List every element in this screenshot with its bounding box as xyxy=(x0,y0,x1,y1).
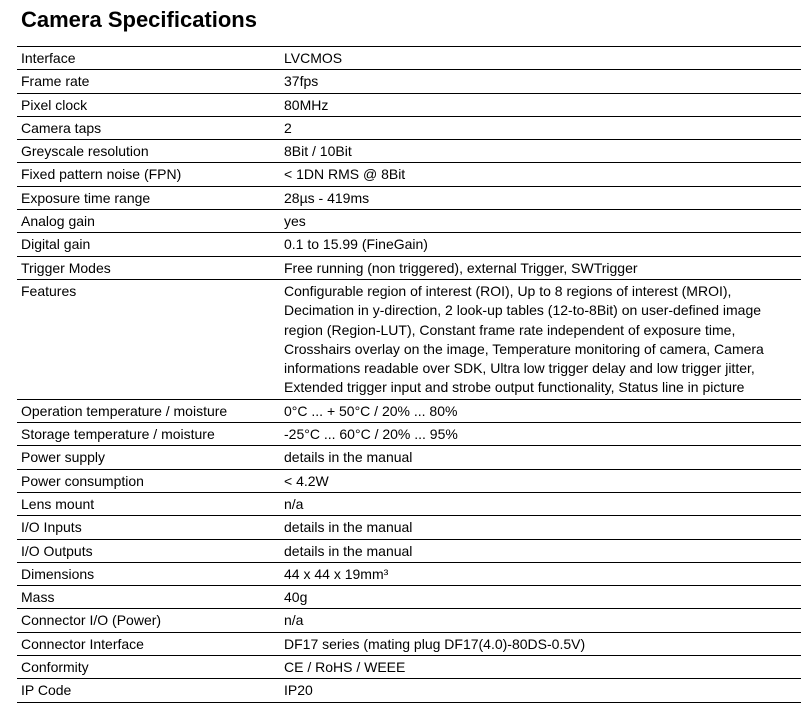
table-row xyxy=(17,539,801,562)
spec-label: Conformity xyxy=(17,656,280,679)
spec-label: Trigger Modes xyxy=(17,256,280,279)
spec-label: Fixed pattern noise (FPN) xyxy=(17,163,280,186)
spec-label: Greyscale resolution xyxy=(17,140,280,163)
spec-label: Storage temperature / moisture xyxy=(17,423,280,446)
table-row xyxy=(17,47,801,70)
spec-value: yes xyxy=(280,210,801,233)
spec-label: Power consumption xyxy=(17,469,280,492)
table-row xyxy=(17,679,801,702)
spec-label: Digital gain xyxy=(17,233,280,256)
spec-value: 2 xyxy=(280,116,801,139)
spec-label: Mass xyxy=(17,586,280,609)
table-row xyxy=(17,632,801,655)
spec-label: IP Code xyxy=(17,679,280,702)
spec-value: 80MHz xyxy=(280,93,801,116)
table-row xyxy=(17,70,801,93)
table-row xyxy=(17,163,801,186)
spec-value: 8Bit / 10Bit xyxy=(280,140,801,163)
spec-label: Pixel clock xyxy=(17,93,280,116)
table-row xyxy=(17,256,801,279)
spec-value: -25°C ... 60°C / 20% ... 95% xyxy=(280,423,801,446)
spec-label: Dimensions xyxy=(17,562,280,585)
spec-value: < 4.2W xyxy=(280,469,801,492)
table-row xyxy=(17,233,801,256)
spec-label: Operation temperature / moisture xyxy=(17,399,280,422)
spec-value: n/a xyxy=(280,492,801,515)
table-row xyxy=(17,399,801,422)
spec-value: 40g xyxy=(280,586,801,609)
spec-value: Configurable region of interest (ROI), Up to 8 regions of interest (MROI), Decimation in y-direction, 2 look-up tables (12-to-8Bit) on user-defined image region (Region-LUT), Constant frame rate independent of exposure time, Crosshairs overlay on the image, Temperature monitoring of camera, Camera informations readable over SDK, Ultra low trigger delay and low trigger jitter, Extended trigger input and strobe output functionality, Status line in picture xyxy=(280,279,801,399)
spec-label: I/O Outputs xyxy=(17,539,280,562)
spec-label: Analog gain xyxy=(17,210,280,233)
spec-label: Frame rate xyxy=(17,70,280,93)
table-row xyxy=(17,516,801,539)
spec-value: 44 x 44 x 19mm³ xyxy=(280,562,801,585)
spec-value: n/a xyxy=(280,609,801,632)
table-row xyxy=(17,116,801,139)
spec-value: 37fps xyxy=(280,70,801,93)
spec-value: DF17 series (mating plug DF17(4.0)-80DS-0.5V) xyxy=(280,632,801,655)
table-row xyxy=(17,656,801,679)
spec-value: IP20 xyxy=(280,679,801,702)
spec-value: details in the manual xyxy=(280,539,801,562)
spec-value: 0°C ... + 50°C / 20% ... 80% xyxy=(280,399,801,422)
spec-value: 0.1 to 15.99 (FineGain) xyxy=(280,233,801,256)
table-row xyxy=(17,469,801,492)
table-row xyxy=(17,210,801,233)
spec-label: Lens mount xyxy=(17,492,280,515)
page-title: Camera Specifications xyxy=(21,7,257,32)
spec-label: Connector I/O (Power) xyxy=(17,609,280,632)
spec-label: Power supply xyxy=(17,446,280,469)
spec-label: Exposure time range xyxy=(17,186,280,209)
table-row xyxy=(17,609,801,632)
table-row xyxy=(17,586,801,609)
table-row xyxy=(17,140,801,163)
spec-label: Camera taps xyxy=(17,116,280,139)
table-row xyxy=(17,279,801,399)
spec-label: Interface xyxy=(17,47,280,70)
spec-value: CE / RoHS / WEEE xyxy=(280,656,801,679)
spec-value: Free running (non triggered), external Trigger, SWTrigger xyxy=(280,256,801,279)
specifications-table xyxy=(17,46,801,703)
spec-label: Features xyxy=(17,279,280,399)
spec-label: Connector Interface xyxy=(17,632,280,655)
spec-label: I/O Inputs xyxy=(17,516,280,539)
table-row xyxy=(17,446,801,469)
spec-value: LVCMOS xyxy=(280,47,801,70)
spec-value: 28µs - 419ms xyxy=(280,186,801,209)
table-row xyxy=(17,93,801,116)
table-row xyxy=(17,492,801,515)
specifications-table-body xyxy=(17,47,801,703)
spec-value: < 1DN RMS @ 8Bit xyxy=(280,163,801,186)
spec-value: details in the manual xyxy=(280,446,801,469)
spec-value: details in the manual xyxy=(280,516,801,539)
table-row xyxy=(17,186,801,209)
table-row xyxy=(17,423,801,446)
table-row xyxy=(17,562,801,585)
